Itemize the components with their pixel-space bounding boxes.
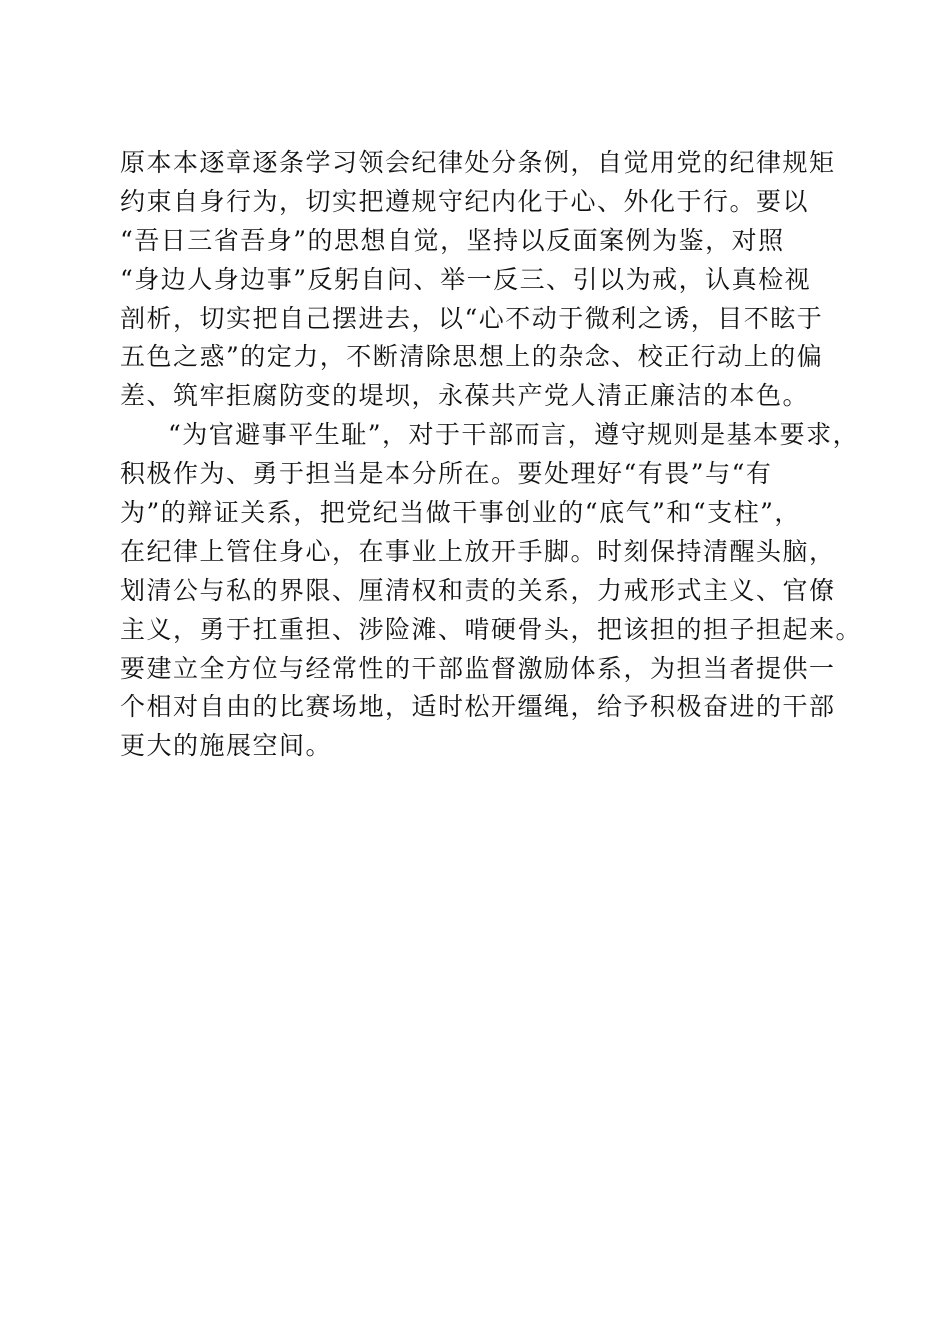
- text-line: 五色之惑”的定力，不断清除思想上的杂念、校正行动上的偏: [120, 342, 824, 372]
- text-line: 要建立全方位与经常性的干部监督激励体系，为担当者提供一: [120, 653, 836, 683]
- text-line: “吾日三省吾身”的思想自觉，坚持以反面案例为鉴，对照: [120, 225, 785, 255]
- paragraph-start-line: “为官避事平生耻”，对于干部而言，遵守规则是基本要求，: [168, 420, 860, 450]
- text-line: 约束自身行为，切实把遵规守纪内化于心、外化于行。要以: [120, 186, 810, 216]
- text-line: 为”的辩证关系，把党纪当做干事创业的“底气”和“支柱”，: [120, 498, 801, 528]
- text-line: 在纪律上管住身心，在事业上放开手脚。时刻保持清醒头脑，: [120, 536, 836, 566]
- text-line: 剖析，切实把自己摆进去，以“心不动于微利之诱，目不眩于: [120, 303, 824, 333]
- text-line: 差、筑牢拒腐防变的堤坝，永葆共产党人清正廉洁的本色。: [120, 381, 810, 411]
- text-line: 主义，勇于扛重担、涉险滩、啃硬骨头，把该担的担子担起来。: [120, 614, 863, 644]
- text-line: 积极作为、勇于担当是本分所在。要处理好“有畏”与“有: [120, 459, 773, 489]
- text-line: “身边人身边事”反躬自问、举一反三、引以为戒，认真检视: [120, 264, 812, 294]
- text-line: 更大的施展空间。: [120, 731, 333, 761]
- text-line: 划清公与私的界限、厘清权和责的关系，力戒形式主义、官僚: [120, 575, 836, 605]
- body-text: [120, 143, 863, 765]
- text-line: 原本本逐章逐条学习领会纪律处分条例，自觉用党的纪律规矩: [120, 148, 836, 177]
- text-line: 个相对自由的比赛场地，适时松开缰绳，给予积极奋进的干部: [120, 692, 836, 722]
